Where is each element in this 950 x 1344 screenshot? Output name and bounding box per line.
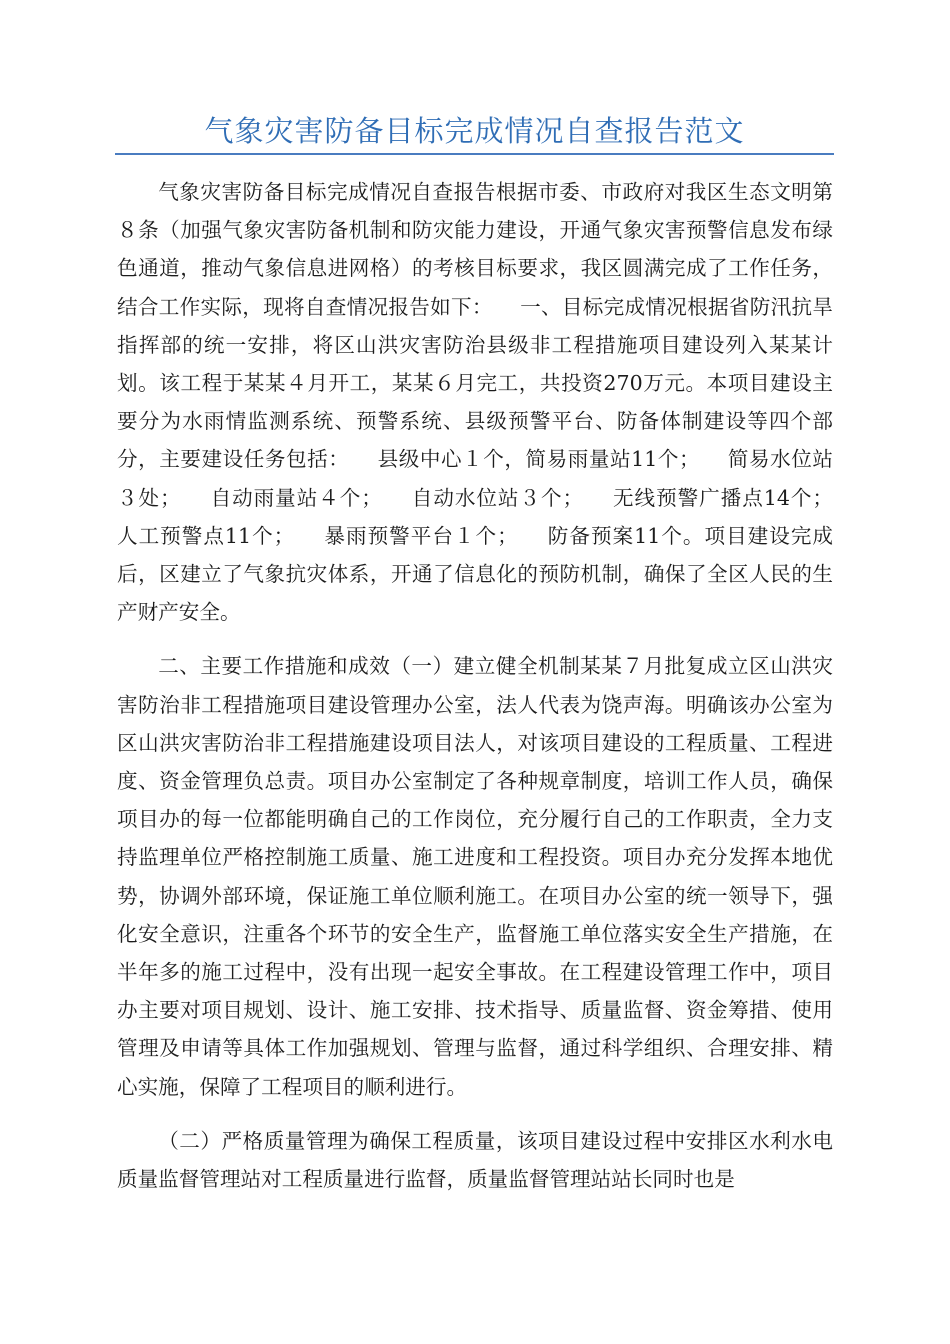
paragraph-2: 二、主要工作措施和成效（一）建立健全机制某某７月批复成立区山洪灾害防治非工程措施项目建设管理办公室，法人代表为饶声海。明确该办公室为区山洪灾害防治非工程措施建设项目法人，对该项目建设的工程质量、工程进度、资金管理负总责。项目办公室制定了各种规章制度，培训工作人员，确保项目办的每一位都能明确自己的工作岗位，充分履行自己的工作职责，全力支持监理单位严格控制施工质量、施工进度和工程投资。项目办充分发挥本地优势，协调外部环境，保证施工单位顺利施工。在项目办公室的统一领导下，强化安全意识，注重各个环节的安全生产，监督施工单位落实安全生产措施，在半年多的施工过程中，没有出现一起安全事故。在工程建设管理工作中，项目办主要对项目规划、设计、施工安排、技术指导、质量监督、资金筹措、使用管理及申请等具体工作加强规划、管理与监督，通过科学组织、合理安排、精心实施，保障了工程项目的顺利进行。	[117, 654, 833, 1099]
title-underline	[115, 153, 834, 155]
document-title: 气象灾害防备目标完成情况自查报告范文	[204, 114, 745, 148]
paragraph-1: 气象灾害防备目标完成情况自查报告根据市委、市政府对我区生态文明第８条（加强气象灾害防备机制和防灾能力建设，开通气象灾害预警信息发布绿色通道，推动气象信息进网格）的考核目标要求，我区圆满完成了工作任务，结合工作实际，现将自查情况报告如下： 一、目标完成情况根据省防汛抗旱指挥部的统一安排，将区山洪灾害防治县级非工程措施项目建设列入某某计划。该工程于某某４月开工，某某６月完工，共投资270万元。本项目建设主要分为水雨情监测系统、预警系统、县级预警平台、防备体制建设等四个部分，主要建设任务包括： 县级中心１个，简易雨量站11个； 简易水位站３处； 自动雨量站４个； 自动水位站３个； 无线预警广播点14个； 人工预警点11个； 暴雨预警平台１个； 防备预案11个。项目建设完成后，区建立了气象抗灾体系，开通了信息化的预防机制，确保了全区人民的生产财产安全。	[117, 180, 860, 625]
document-body	[117, 173, 860, 1214]
paragraph-3: （二）严格质量管理为确保工程质量，该项目建设过程中安排区水利水电质量监督管理站对工程质量进行监督，质量监督管理站站长同时也是	[117, 1128, 833, 1192]
